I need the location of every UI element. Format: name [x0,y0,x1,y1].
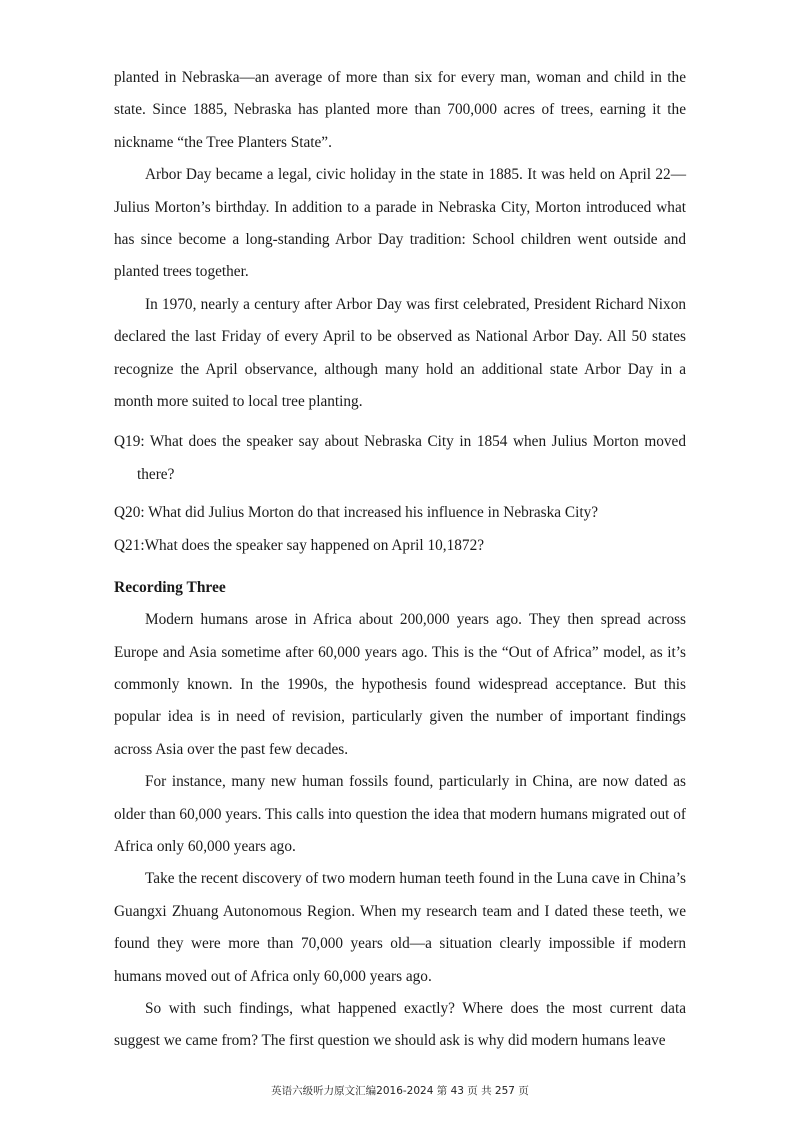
paragraph-china-fossils: For instance, many new human fossils found, particularly in China, are now dated as older than 60,000 years. This calls into question the idea that modern humans migrated out of Africa only 60,000 years ago. [114,773,686,855]
section-heading: Recording Three [114,579,226,597]
question-19: Q19: What does the speaker say about Nebraska City in 1854 when Julius Morton moved there? [114,433,686,483]
paragraph-luna-cave: Take the recent discovery of two modern human teeth found in the Luna cave in China’s Guangxi Zhuang Autonomous Region. When my research team and I dated these teeth, we found they were more than 70,000 years old—a situation clearly impossible if modern humans moved out of Africa only 60,000 years ago. [114,870,686,985]
question-20: Q20: What did Julius Morton do that increased his influence in Nebraska City? [114,504,599,522]
page-footer: 英语六级听力原文汇编2016-2024 第 43 页 共 257 页 [271,1085,529,1097]
paragraph-findings-question: So with such findings, what happened exactly? Where does the most current data suggest we came from? The first question we should ask is why did modern humans leave [114,999,686,1050]
paragraph-national-arbor-day: In 1970, nearly a century after Arbor Day was first celebrated, President Richard Nixon declared the last Friday of every April to be observed as National Arbor Day. All 50 states recognize the April observance, although many hold an additional state Arbor Day in a month more suited to local tree planting. [114,295,686,411]
paragraph-nebraska-trees: planted in Nebraska—an average of more than six for every man, woman and child in the state. Since 1885, Nebraska has planted more than 700,000 acres of trees, earning it the nickname “the Tree Planters State”. [114,69,686,151]
document-page [114,62,686,1058]
question-21: Q21:What does the speaker say happened on April 10,1872? [114,536,485,554]
paragraph-out-of-africa: Modern humans arose in Africa about 200,000 years ago. They then spread across Europe and Asia sometime after 60,000 years ago. This is the “Out of Africa” model, as it’s commonly known. In the 1990s, the hypothesis found widespread acceptance. But this popular idea is in need of revision, particularly given the number of important findings across Asia over the past few decades. [114,611,686,758]
paragraph-arbor-day-holiday: Arbor Day became a legal, civic holiday in the state in 1885. It was held on April 22—Julius Morton’s birthday. In addition to a parade in Nebraska City, Morton introduced what has since become a long-standing Arbor Day tradition: School children went outside and planted trees together. [114,166,686,281]
